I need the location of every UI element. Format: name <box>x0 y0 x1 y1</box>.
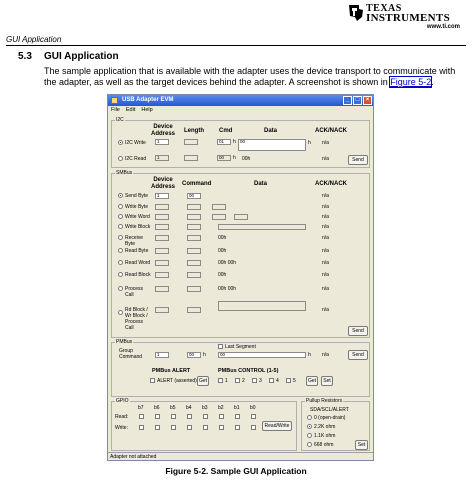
smbus-addr-input[interactable]: 1 <box>155 193 169 199</box>
i2c-write-cmd-hex: h <box>233 139 236 145</box>
i2c-write-addr-input[interactable]: 1 <box>155 139 169 145</box>
pmbus-control-checkbox[interactable] <box>286 378 291 383</box>
pmbus-alert-get-button[interactable]: Get <box>198 378 208 384</box>
smbus-radio-4[interactable] <box>118 235 123 240</box>
gpio-read-checkbox[interactable] <box>203 414 208 419</box>
gpio-bit-label: b6 <box>154 405 160 411</box>
gpio-read-checkbox[interactable] <box>139 414 144 419</box>
gpio-read-checkbox[interactable] <box>155 414 160 419</box>
pmbus-data-hex: h <box>308 352 311 358</box>
smbus-data-input[interactable] <box>234 214 248 220</box>
pullup-radio[interactable] <box>307 442 312 447</box>
smbus-row-label: Read Block <box>125 272 151 278</box>
smbus-addr-input[interactable] <box>155 286 169 292</box>
window-titlebar <box>108 95 373 106</box>
gpio-group <box>111 398 297 451</box>
smbus-addr-input[interactable] <box>155 224 169 230</box>
section-title: GUI Application <box>44 51 119 62</box>
smbus-cmd-input[interactable] <box>187 235 201 241</box>
pmbus-control-label: 4 <box>276 378 279 384</box>
smbus-row-ack: n/a <box>322 272 329 278</box>
menu-edit[interactable]: Edit <box>125 107 136 113</box>
smbus-radio-7[interactable] <box>118 272 123 277</box>
pmbus-alert-title: PMBus ALERT <box>152 368 191 374</box>
gpio-write-checkbox[interactable] <box>171 425 176 430</box>
smbus-radio-9[interactable] <box>118 310 123 315</box>
smbus-header-ack: ACK/NACK <box>315 181 347 187</box>
app-icon <box>111 97 118 104</box>
pmbus-alert-label: ALERT (asserted) <box>157 378 197 384</box>
i2c-header-ack: ACK/NACK <box>315 128 347 134</box>
gpio-bit-label: b1 <box>234 405 240 411</box>
i2c-read-ack: n/a <box>322 156 329 162</box>
pmbus-data-input[interactable]: 00 <box>218 352 306 358</box>
gpio-bit-label: b7 <box>138 405 144 411</box>
pmbus-send-button[interactable]: Send <box>348 350 368 360</box>
smbus-group <box>111 170 370 338</box>
pmbus-group <box>111 339 370 397</box>
pmbus-group-command-label: Group Command <box>119 348 143 360</box>
i2c-send-button[interactable]: Send <box>348 155 368 165</box>
pullup-radio[interactable] <box>307 424 312 429</box>
para-end: . <box>431 77 434 87</box>
pmbus-ack: n/a <box>322 352 329 358</box>
pmbus-control-set-button[interactable]: Set <box>321 376 333 386</box>
i2c-write-radio[interactable] <box>118 140 123 145</box>
smbus-row-ack: n/a <box>322 224 329 230</box>
smbus-radio-8[interactable] <box>118 286 123 291</box>
smbus-data-input[interactable] <box>212 204 226 210</box>
maximize-icon[interactable]: □ <box>353 96 362 105</box>
smbus-row-ack: n/a <box>322 260 329 266</box>
i2c-write-ack: n/a <box>322 140 329 146</box>
gpio-write-checkbox[interactable] <box>235 425 240 430</box>
smbus-data-input[interactable] <box>218 224 306 230</box>
smbus-row-label: Write Block <box>125 224 151 230</box>
gpio-group-label: GPIO <box>116 398 129 404</box>
gui-window <box>107 94 374 461</box>
pmbus-cmd-input[interactable]: 00 <box>187 352 201 358</box>
smbus-radio-1[interactable] <box>118 204 123 209</box>
smbus-radio-3[interactable] <box>118 224 123 229</box>
smbus-row-data: 00h 00h <box>218 260 237 266</box>
smbus-row-ack: n/a <box>322 235 329 241</box>
smbus-row-label: Write Word <box>125 214 150 220</box>
smbus-header-data: Data <box>254 181 268 187</box>
gpio-read-checkbox[interactable] <box>235 414 240 419</box>
smbus-header-command: Command <box>182 181 212 187</box>
smbus-addr-input[interactable] <box>155 272 169 278</box>
smbus-cmd-input[interactable] <box>187 307 201 313</box>
i2c-header-length: Length <box>184 128 204 134</box>
body-paragraph <box>44 66 464 88</box>
smbus-row-label: Send Byte <box>125 193 149 199</box>
gpio-write-checkbox[interactable] <box>187 425 192 430</box>
gpio-write-checkbox[interactable] <box>139 425 144 430</box>
smbus-row-ack: n/a <box>322 214 329 220</box>
smbus-row-label: Write Byte <box>125 204 148 210</box>
smbus-cmd-input[interactable] <box>187 214 201 220</box>
minimize-icon[interactable]: _ <box>343 96 352 105</box>
smbus-row-label: Read Word <box>125 260 151 266</box>
i2c-write-data-input[interactable]: 00 <box>238 139 306 151</box>
i2c-group-label: I2C <box>116 117 124 123</box>
i2c-header-device-address: Device Address <box>150 124 175 137</box>
smbus-data-input[interactable] <box>212 214 226 220</box>
pullup-subtitle: SDA/SCL/ALERT <box>310 407 349 413</box>
gpio-read-write-button[interactable]: Read/Write <box>262 421 292 431</box>
smbus-radio-0[interactable] <box>118 193 123 198</box>
smbus-radio-2[interactable] <box>118 214 123 219</box>
pmbus-control-label: 1 <box>225 378 228 384</box>
pmbus-control-checkbox[interactable] <box>252 378 257 383</box>
i2c-write-label: I2C Write <box>125 140 146 146</box>
gpio-read-checkbox[interactable] <box>171 414 176 419</box>
smbus-group-label: SMBus <box>116 170 133 176</box>
pullup-option-label: 2.2K ohm <box>314 424 336 430</box>
pmbus-control-label: 3 <box>259 378 262 384</box>
smbus-radio-6[interactable] <box>118 260 123 265</box>
status-bar: Adapter not attached <box>108 452 373 460</box>
pmbus-control-get-button[interactable]: Get <box>307 378 317 384</box>
i2c-read-cmd-hex: h <box>233 155 236 161</box>
smbus-cmd-input[interactable] <box>187 204 201 210</box>
smbus-row-label: Process Call <box>125 286 144 298</box>
gpio-read-checkbox[interactable] <box>187 414 192 419</box>
pmbus-addr-input[interactable]: 1 <box>155 352 169 358</box>
gpio-read-checkbox[interactable] <box>251 414 256 419</box>
smbus-row-ack: n/a <box>322 193 329 199</box>
gpio-read-checkbox[interactable] <box>219 414 224 419</box>
pmbus-last-segment-checkbox[interactable] <box>218 344 223 349</box>
smbus-block-data-input[interactable] <box>218 301 306 311</box>
gpio-bit-label: b3 <box>202 405 208 411</box>
pullup-radio[interactable] <box>307 415 312 420</box>
pmbus-control-checkbox[interactable] <box>269 378 274 383</box>
logo-url: www.ti.com <box>426 24 460 30</box>
pmbus-alert-checkbox[interactable] <box>150 378 155 383</box>
pullup-option-label: 1.1K ohm <box>314 433 336 439</box>
smbus-addr-input[interactable] <box>155 307 169 313</box>
gpio-write-checkbox[interactable] <box>155 425 160 430</box>
smbus-row-data: 00h <box>218 272 227 278</box>
para-text: The sample application that is available with the adapter uses the device transport to communicate with the adapter, as well as the target devices behind the adapter. A screenshot is shown in <box>44 66 456 87</box>
gpio-bit-label: b4 <box>186 405 192 411</box>
figure-link[interactable]: Figure 5-2 <box>390 77 432 87</box>
i2c-write-cmd-input[interactable]: 01 <box>217 139 231 145</box>
smbus-row-ack: n/a <box>322 307 329 313</box>
i2c-read-cmd-input[interactable]: 00 <box>217 155 231 161</box>
ti-state-logo-icon <box>348 4 364 22</box>
smbus-row-label: Receive Byte <box>125 235 144 247</box>
pmbus-control-checkbox[interactable] <box>235 378 240 383</box>
pullup-option-label: 668 ohm <box>314 442 334 448</box>
i2c-read-length-input[interactable] <box>184 155 198 161</box>
smbus-cmd-input[interactable] <box>187 286 201 292</box>
pmbus-group-label: PMBus <box>116 339 133 345</box>
pullup-group <box>301 398 370 451</box>
i2c-write-length-input[interactable] <box>184 139 198 145</box>
smbus-cmd-input[interactable] <box>187 260 201 266</box>
gpio-bit-label: b0 <box>250 405 256 411</box>
gpio-write-checkbox[interactable] <box>251 425 256 430</box>
smbus-row-ack: n/a <box>322 204 329 210</box>
pmbus-control-label: 2 <box>242 378 245 384</box>
menu-file[interactable]: File <box>111 107 120 113</box>
figure-caption: Figure 5-2. Sample GUI Application <box>165 466 307 476</box>
pmbus-control-title: PMBus CONTROL (1-5) <box>218 368 279 374</box>
gpio-write-label: Write: <box>115 425 128 431</box>
logo-text-texas: TEXAS <box>366 3 402 14</box>
pullup-set-button[interactable]: Set <box>355 440 368 450</box>
smbus-addr-input[interactable] <box>155 260 169 266</box>
smbus-row-ack: n/a <box>322 248 329 254</box>
pullup-group-label: Pullup Resistors <box>306 398 343 404</box>
gpio-write-checkbox[interactable] <box>203 425 208 430</box>
header-rule <box>6 45 466 46</box>
gpio-read-label: Read: <box>115 414 129 420</box>
smbus-cmd-input[interactable] <box>187 248 201 254</box>
menu-help[interactable]: Help <box>141 107 153 113</box>
smbus-cmd-input[interactable]: 00 <box>187 193 201 199</box>
smbus-row-data: 00h <box>218 248 227 254</box>
smbus-addr-input[interactable] <box>155 214 169 220</box>
smbus-addr-input[interactable] <box>155 235 169 241</box>
i2c-header-cmd: Cmd <box>219 128 233 134</box>
smbus-row-data: 00h <box>218 235 227 241</box>
close-icon[interactable]: × <box>363 96 372 105</box>
ti-logo <box>344 2 462 32</box>
i2c-group <box>111 117 370 168</box>
pmbus-control-checkbox[interactable] <box>218 378 223 383</box>
smbus-row-label: Rd Block / Wr Block / Process Call <box>125 307 148 331</box>
pmbus-cmd-hex: h <box>203 352 206 358</box>
smbus-addr-input[interactable] <box>155 204 169 210</box>
smbus-send-button[interactable]: Send <box>348 326 368 336</box>
pullup-option-label: 0 (open-drain) <box>314 415 346 421</box>
smbus-header-device-address: Device Address <box>150 177 175 190</box>
logo-text-instruments: INSTRUMENTS <box>366 12 450 24</box>
pullup-radio[interactable] <box>307 433 312 438</box>
window-title: USB Adapter EVM <box>122 97 174 103</box>
i2c-read-label: I2C Read <box>125 156 147 162</box>
smbus-row-data: 00h 00h <box>218 286 237 292</box>
running-header: GUI Application <box>6 35 62 44</box>
smbus-addr-input[interactable] <box>155 248 169 254</box>
smbus-row-ack: n/a <box>322 286 329 292</box>
i2c-read-addr-input[interactable]: 1 <box>155 155 169 161</box>
i2c-read-radio[interactable] <box>118 156 123 161</box>
pmbus-last-segment-label: Last Segment <box>225 344 256 350</box>
smbus-cmd-input[interactable] <box>187 272 201 278</box>
i2c-write-data-hex: h <box>308 140 311 146</box>
pmbus-control-label: 5 <box>293 378 296 384</box>
i2c-header-data: Data <box>264 128 278 134</box>
smbus-cmd-input[interactable] <box>187 224 201 230</box>
gpio-bit-label: b5 <box>170 405 176 411</box>
menubar <box>108 106 373 115</box>
section-number: 5.3 <box>18 51 32 62</box>
smbus-row-label: Read Byte <box>125 248 149 254</box>
i2c-read-data: 00h <box>242 156 251 162</box>
gpio-bit-label: b2 <box>218 405 224 411</box>
smbus-radio-5[interactable] <box>118 248 123 253</box>
gpio-write-checkbox[interactable] <box>219 425 224 430</box>
